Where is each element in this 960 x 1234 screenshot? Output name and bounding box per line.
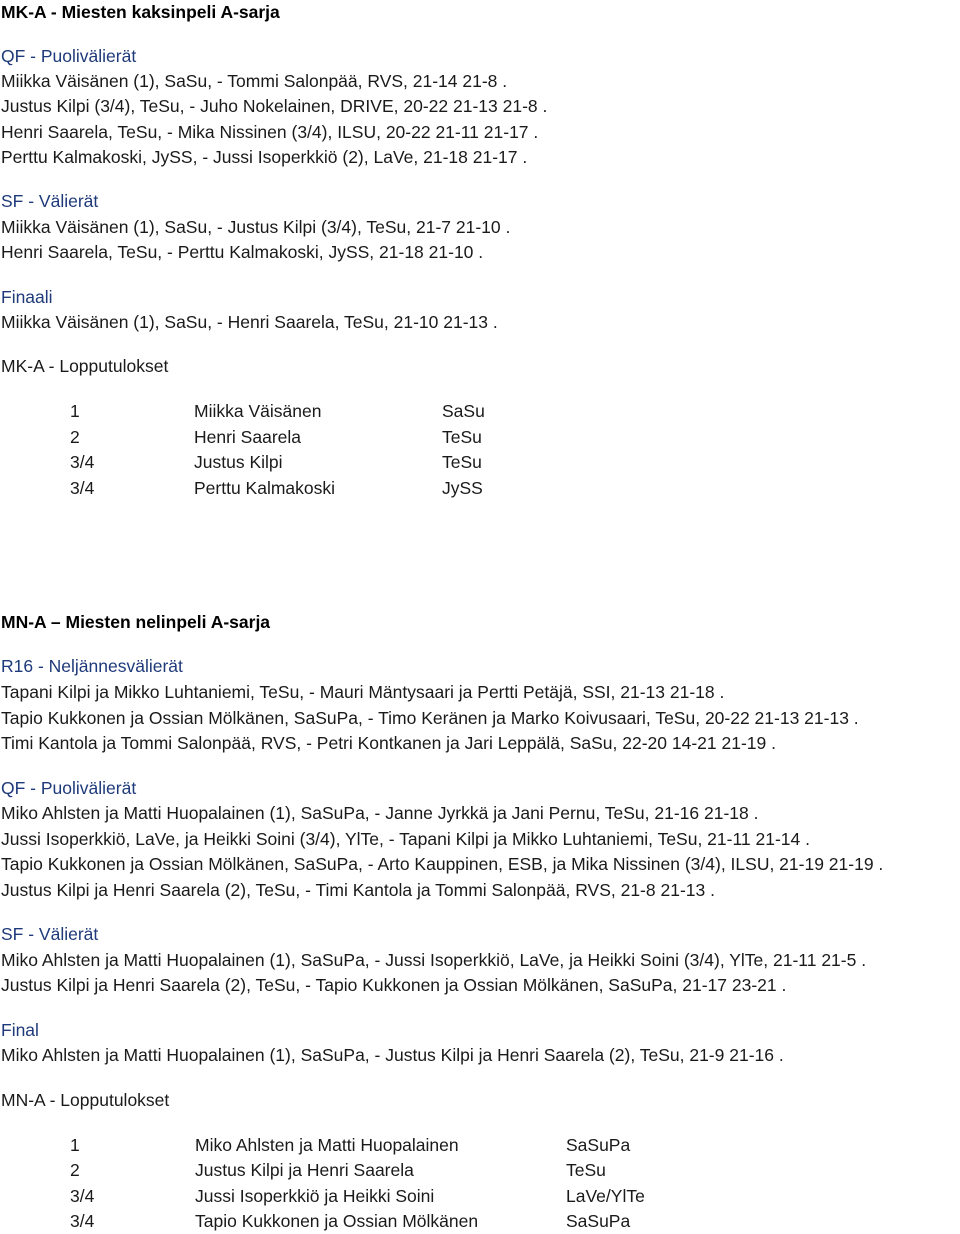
- result-place: 1: [70, 401, 80, 421]
- match-line: Justus Kilpi (3/4), TeSu, - Juho Nokelainen, DRIVE, 20-22 21-13 21-8 .: [1, 96, 548, 116]
- match-line: Miko Ahlsten ja Matti Huopalainen (1), SaSuPa, - Janne Jyrkkä ja Jani Pernu, TeSu, 21-16 21-18 .: [1, 803, 759, 823]
- match-line: Henri Saarela, TeSu, - Mika Nissinen (3/4), ILSU, 20-22 21-11 21-17 .: [1, 122, 539, 142]
- result-club: TeSu: [442, 427, 482, 447]
- result-place: 2: [70, 427, 80, 447]
- mk-final-header: Finaali: [1, 287, 53, 307]
- result-name: Tapio Kukkonen ja Ossian Mölkänen: [195, 1211, 479, 1231]
- mn-qf-header: QF - Puolivälierät: [1, 778, 137, 798]
- result-name: Miko Ahlsten ja Matti Huopalainen: [195, 1135, 459, 1155]
- mk-results-header: MK-A - Lopputulokset: [1, 356, 169, 376]
- mn-final-header: Final: [1, 1020, 39, 1040]
- result-place: 3/4: [70, 452, 95, 472]
- mn-r16-header: R16 - Neljännesvälierät: [1, 656, 183, 676]
- result-name: Miikka Väisänen: [194, 401, 322, 421]
- result-place: 3/4: [70, 478, 95, 498]
- result-club: TeSu: [566, 1160, 606, 1180]
- match-line: Jussi Isoperkkiö, LaVe, ja Heikki Soini (3/4), YlTe, - Tapani Kilpi ja Mikko Luhtaniemi, TeSu, 21-11 21-14 .: [1, 829, 810, 849]
- match-line: Tapio Kukkonen ja Ossian Mölkänen, SaSuPa, - Timo Keränen ja Marko Koivusaari, TeSu, 20-22 21-13 21-13 .: [1, 708, 859, 728]
- result-club: TeSu: [442, 452, 482, 472]
- match-line: Tapio Kukkonen ja Ossian Mölkänen, SaSuPa, - Arto Kauppinen, ESB, ja Mika Nissinen (3/4), ILSU, 21-19 21-19 .: [1, 854, 884, 874]
- match-line: Miikka Väisänen (1), SaSu, - Henri Saarela, TeSu, 21-10 21-13 .: [1, 312, 498, 332]
- match-line: Miko Ahlsten ja Matti Huopalainen (1), SaSuPa, - Justus Kilpi ja Henri Saarela (2), TeSu, 21-9 21-16 .: [1, 1045, 784, 1065]
- result-place: 2: [70, 1160, 80, 1180]
- result-name: Justus Kilpi ja Henri Saarela: [195, 1160, 414, 1180]
- mk-sf-header: SF - Välierät: [1, 191, 99, 211]
- result-club: LaVe/YlTe: [566, 1186, 645, 1206]
- mn-title: MN-A – Miesten nelinpeli A-sarja: [1, 612, 271, 632]
- match-line: Justus Kilpi ja Henri Saarela (2), TeSu, - Tapio Kukkonen ja Ossian Mölkänen, SaSuPa, 21-17 23-21 .: [1, 975, 787, 995]
- match-line: Miikka Väisänen (1), SaSu, - Justus Kilpi (3/4), TeSu, 21-7 21-10 .: [1, 217, 511, 237]
- result-name: Justus Kilpi: [194, 452, 283, 472]
- match-line: Miko Ahlsten ja Matti Huopalainen (1), SaSuPa, - Jussi Isoperkkiö, LaVe, ja Heikki Soini (3/4), YlTe, 21-11 21-5 .: [1, 950, 867, 970]
- result-club: SaSuPa: [566, 1135, 631, 1155]
- mk-qf-header: QF - Puolivälierät: [1, 46, 137, 66]
- result-name: Jussi Isoperkkiö ja Heikki Soini: [195, 1186, 435, 1206]
- result-club: SaSuPa: [566, 1211, 631, 1231]
- result-place: 3/4: [70, 1186, 95, 1206]
- mn-results-header: MN-A - Lopputulokset: [1, 1090, 170, 1110]
- result-name: Henri Saarela: [194, 427, 301, 447]
- result-place: 1: [70, 1135, 80, 1155]
- result-club: SaSu: [442, 401, 485, 421]
- match-line: Henri Saarela, TeSu, - Perttu Kalmakoski, JySS, 21-18 21-10 .: [1, 242, 484, 262]
- match-line: Justus Kilpi ja Henri Saarela (2), TeSu, - Timi Kantola ja Tommi Salonpää, RVS, 21-8 21-13 .: [1, 880, 715, 900]
- match-line: Miikka Väisänen (1), SaSu, - Tommi Salonpää, RVS, 21-14 21-8 .: [1, 71, 508, 91]
- mk-title: MK-A - Miesten kaksinpeli A-sarja: [1, 2, 280, 22]
- mn-sf-header: SF - Välierät: [1, 924, 99, 944]
- match-line: Perttu Kalmakoski, JySS, - Jussi Isoperkkiö (2), LaVe, 21-18 21-17 .: [1, 147, 528, 167]
- result-name: Perttu Kalmakoski: [194, 478, 336, 498]
- result-club: JySS: [442, 478, 483, 498]
- match-line: Timi Kantola ja Tommi Salonpää, RVS, - Petri Kontkanen ja Jari Leppälä, SaSu, 22-20 14-21 21-19 .: [1, 733, 776, 753]
- result-place: 3/4: [70, 1211, 95, 1231]
- match-line: Tapani Kilpi ja Mikko Luhtaniemi, TeSu, - Mauri Mäntysaari ja Pertti Petäjä, SSI, 21-13 21-18 .: [1, 682, 725, 702]
